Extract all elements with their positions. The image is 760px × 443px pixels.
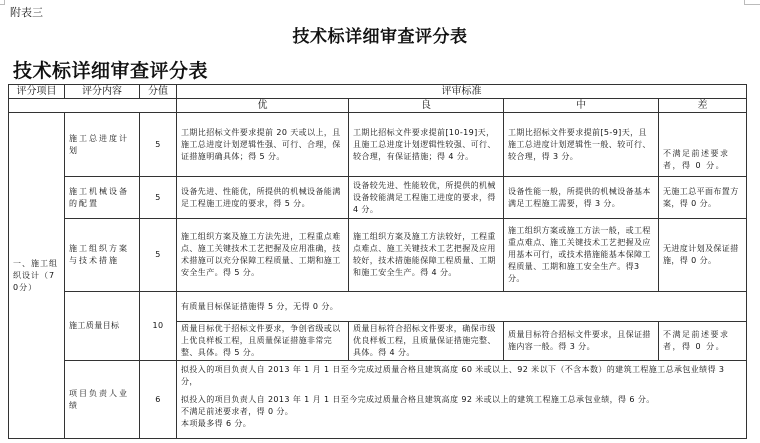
score-cell: 5	[140, 219, 177, 292]
table-row	[9, 361, 747, 439]
table-row	[9, 177, 747, 219]
excellent-cell: 施工组织方案及施工方法先进，工程重点难点、施工关键技术工艺把握及应用准确，技术措施可以充分保障工程质量、工期和施工安全生产。得 5 分。	[177, 219, 349, 292]
table-row	[9, 292, 747, 322]
medium-cell: 施工组织方案或施工方法一般，或工程重点难点、施工关键技术工艺把握及应用基本可行，或技术措施能基本保障工程质量、工期和施工安全生产。得3 分。	[504, 219, 659, 292]
excellent-cell: 工期比招标文件要求提前 20 天或以上，且施工总进度计划逻辑性强、可行、合理，保证措施明确具体；得 5 分。	[177, 113, 349, 177]
attachment-label: 附表三	[10, 6, 43, 19]
good-cell: 质量目标符合招标文件要求，确保市级优良样板工程，且质量保证措施完整、具体。得 4 分。	[349, 322, 504, 361]
score-cell: 5	[140, 177, 177, 219]
performance-criteria-cell	[177, 361, 747, 439]
poor-cell: 无施工总平面布置方案，得 0 分。	[659, 177, 747, 219]
header-grade-medium: 中	[504, 99, 659, 113]
document-title: 技术标详细审查评分表	[292, 27, 468, 47]
content-cell: 施工总进度计划	[65, 113, 140, 177]
category-cell: 一、施工组织设计（70分）	[9, 113, 65, 439]
medium-cell: 质量目标符合招标文件要求，且保证措施内容一般。得 3 分。	[504, 322, 659, 361]
page-corner-mark-right	[744, 0, 760, 5]
header-row-1	[9, 85, 747, 99]
header-grade-good: 良	[349, 99, 504, 113]
table-row	[9, 113, 747, 177]
table-row	[9, 219, 747, 292]
merged-note-cell: 有质量目标保证措施得 5 分，无得 0 分。	[177, 292, 747, 322]
criteria-line: 拟投入的项目负责人自 2013 年 1 月 1 日至今完成过质量合格且建筑高度 92 米或以上的建筑工程施工总承包业绩，得 6 分。	[181, 395, 655, 404]
header-grade-excellent: 优	[177, 99, 349, 113]
scoring-table	[8, 84, 747, 439]
header-content: 评分内容	[65, 85, 140, 99]
content-cell: 施工质量目标	[65, 292, 140, 361]
header-score: 分值	[140, 85, 177, 99]
poor-cell: 无进度计划及保证措施，得 0 分。	[659, 219, 747, 292]
poor-cell: 不满足前述要求者，得 0 分。	[659, 322, 747, 361]
table-heading: 技术标详细审查评分表	[13, 60, 209, 82]
header-blank	[9, 99, 177, 113]
content-cell: 项目负责人业绩	[65, 361, 140, 439]
content-cell: 施工组织方案与技术措施	[65, 219, 140, 292]
score-cell: 10	[140, 292, 177, 361]
criteria-line: 拟投入的项目负责人自 2013 年 1 月 1 日至今完成过质量合格且建筑高度 60 米或以上、92 米以下（不含本数）的建筑工程施工总承包业绩得 3 分，	[181, 365, 725, 386]
poor-cell: 不满足前述要求者，得 0 分。	[659, 113, 747, 177]
header-item: 评分项目	[9, 85, 65, 99]
header-grade-poor: 差	[659, 99, 747, 113]
excellent-cell: 设备先进、性能优，所提供的机械设备能满足工程施工进度的要求，得 5 分。	[177, 177, 349, 219]
criteria-line: 不满足前述要求者，得 0 分。	[181, 407, 294, 416]
criteria-line: 本项最多得 6 分。	[181, 419, 252, 428]
good-cell: 施工组织方案及施工方法较好，工程重点难点、施工关键技术工艺把握及应用较好，技术措施能保障工程质量、工期和施工安全生产。得 4 分。	[349, 219, 504, 292]
header-row-2	[9, 99, 747, 113]
score-cell: 6	[140, 361, 177, 439]
page-corner-mark	[0, 0, 5, 5]
medium-cell: 设备性能一般，所提供的机械设备基本满足工程施工需要，得 3 分。	[504, 177, 659, 219]
good-cell: 工期比招标文件要求提前[10-19]天，且施工总进度计划逻辑性较强、可行、较合理，有保证措施；得 4 分。	[349, 113, 504, 177]
content-cell: 施工机械设备的配置	[65, 177, 140, 219]
good-cell: 设备较先进、性能较优，所提供的机械设备较能满足工程施工进度的要求，得 4 分。	[349, 177, 504, 219]
score-cell: 5	[140, 113, 177, 177]
header-criteria: 评审标准	[177, 85, 747, 99]
medium-cell: 工期比招标文件要求提前[5-9]天，且施工总进度计划逻辑性一般、较可行、较合理，得 3 分。	[504, 113, 659, 177]
excellent-cell: 质量目标优于招标文件要求，争创省级或以上优良样板工程，且质量保证措施非常完整、具体。得 5 分。	[177, 322, 349, 361]
